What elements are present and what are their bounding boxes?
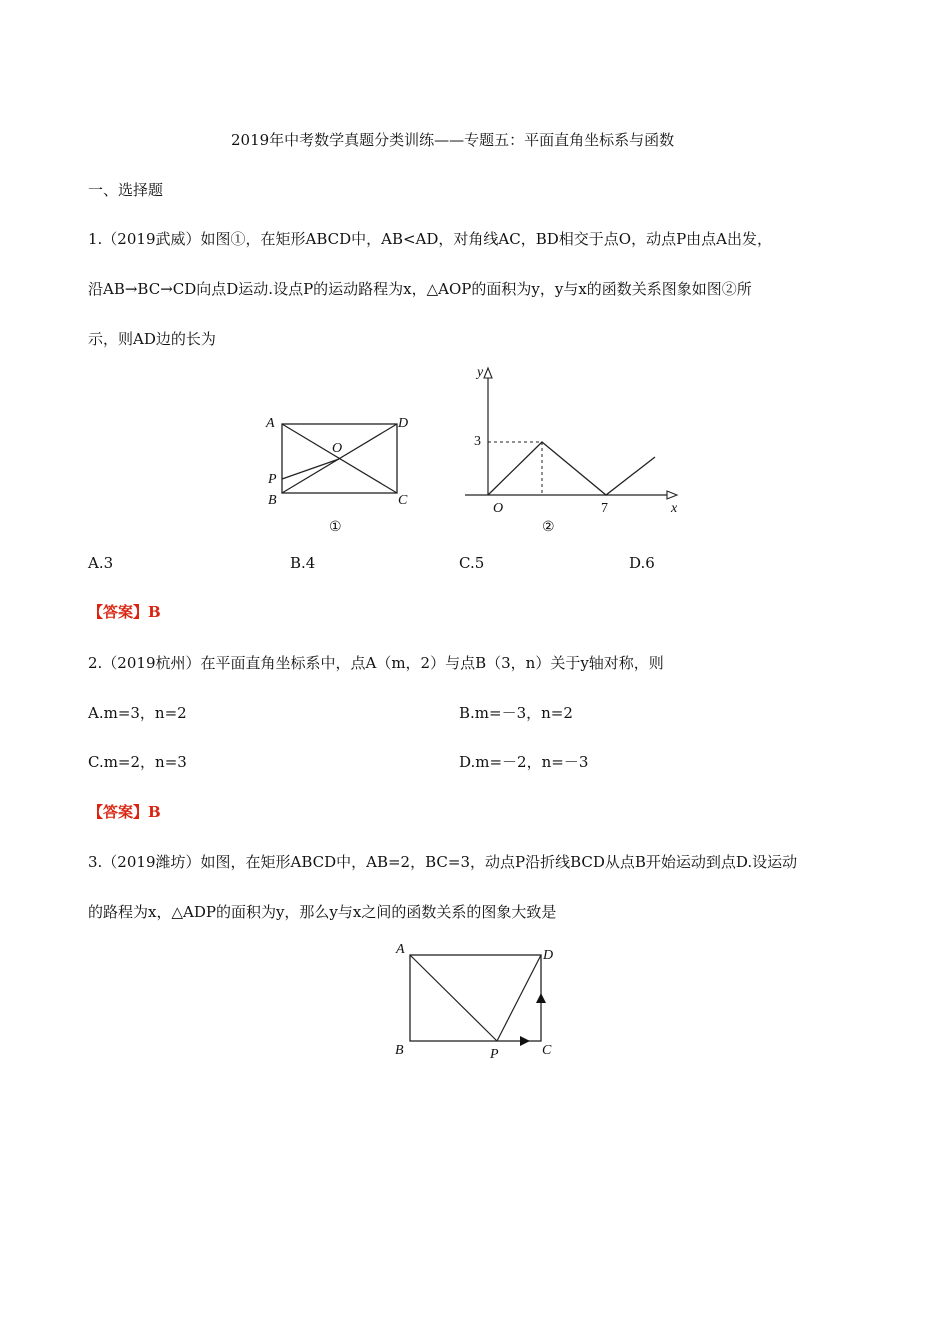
q1-label-a: A <box>266 416 275 431</box>
q3-label-p: P <box>490 1047 499 1062</box>
q2-text-line1: 2.（2019杭州）在平面直角坐标系中，点A（m，2）与点B（3，n）关于y轴对称，则 <box>88 654 664 672</box>
q1-option-a: A.3 <box>88 554 114 572</box>
q2-option-b: B.m=－3，n=2 <box>459 704 573 722</box>
q2-answer: 【答案】B <box>88 803 161 821</box>
page-title: 2019年中考数学真题分类训练——专题五：平面直角坐标系与函数 <box>231 131 675 149</box>
q1-fig2-caption: ② <box>542 520 555 535</box>
q1-label-c: C <box>398 493 408 508</box>
q1-option-c: C.5 <box>459 554 485 572</box>
q1-label-b: B <box>268 493 277 508</box>
q3-text-line2: 的路程为x，△ADP的面积为y，那么y与x之间的函数关系的图象大致是 <box>88 903 557 921</box>
q1-text-line3: 示，则AD边的长为 <box>88 330 216 348</box>
q1-graph-label-7: 7 <box>601 501 608 516</box>
q1-graph-label-3: 3 <box>474 434 481 449</box>
q1-text-line2: 沿AB→BC→CD向点D运动.设点P的运动路程为x，△AOP的面积为y，y与x的函数关系图象如图②所 <box>88 280 752 298</box>
q1-label-p: P <box>268 472 277 487</box>
q3-label-d: D <box>543 948 554 963</box>
q2-option-c: C.m=2，n=3 <box>88 753 187 771</box>
q1-text-line1: 1.（2019武威）如图①，在矩形ABCD中，AB<AD，对角线AC，BD相交于点O，动点P由点A出发， <box>88 230 772 248</box>
q3-label-a: A <box>396 942 405 957</box>
q1-graph-label-y: y <box>477 365 484 380</box>
q1-option-d: D.6 <box>629 554 655 572</box>
q1-graph-label-x: x <box>671 501 678 516</box>
q1-option-b: B.4 <box>290 554 316 572</box>
q3-label-c: C <box>542 1043 552 1058</box>
q2-option-d: D.m=－2，n=－3 <box>459 753 589 771</box>
q3-text-line1: 3.（2019潍坊）如图，在矩形ABCD中，AB=2，BC=3，动点P沿折线BCD从点B开始运动到点D.设运动 <box>88 853 798 871</box>
q3-rect-shapes <box>410 955 546 1046</box>
q1-label-d: D <box>398 416 409 431</box>
section-heading: 一、选择题 <box>88 181 164 199</box>
q3-label-b: B <box>395 1043 404 1058</box>
q1-graph-label-o: O <box>493 501 504 516</box>
q1-answer: 【答案】B <box>88 603 161 621</box>
q1-label-o: O <box>332 441 343 456</box>
q2-option-a: A.m=3，n=2 <box>88 704 187 722</box>
q1-fig1-caption: ① <box>329 520 342 535</box>
